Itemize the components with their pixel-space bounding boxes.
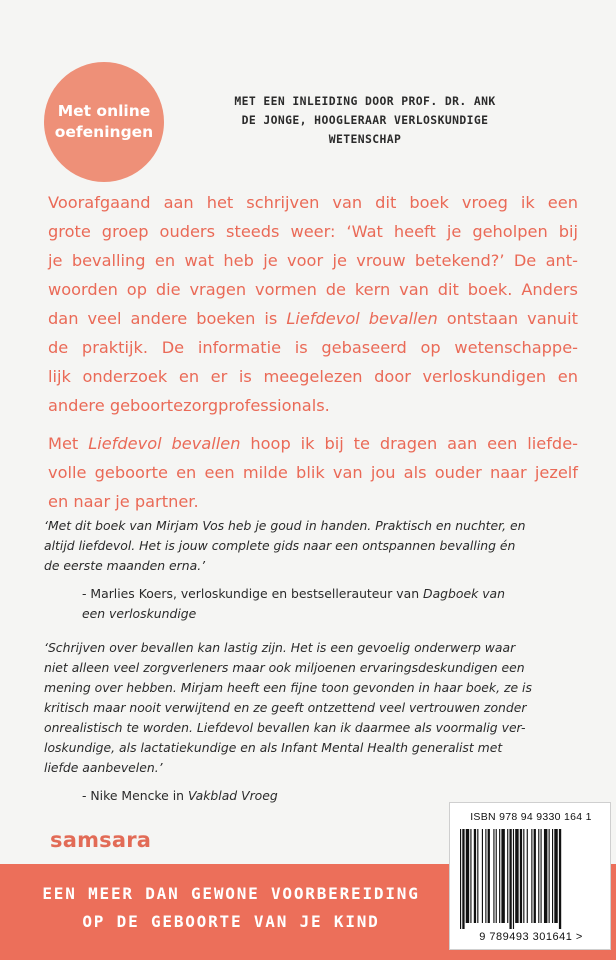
attribution-line [82, 584, 584, 604]
barcode-bar [482, 829, 483, 923]
barcode-bar [523, 829, 524, 923]
badge-line-2: oefeningen [54, 123, 154, 141]
barcode-bar [507, 829, 508, 923]
tagline-line-1: EEN MEER DAN GEWONE VOORBEREIDING [42, 884, 420, 903]
intro-line-3: WETENSCHAP [328, 132, 402, 146]
attribution-text: - Nike Mencke in [82, 788, 188, 803]
introduction-credit [200, 92, 530, 149]
barcode-bar [534, 829, 536, 923]
quote-line: kritisch maar nooit verwijtend en ze geeft ontzettend veel vertrouwen zonder [44, 700, 527, 715]
barcode-bar [474, 829, 476, 923]
blurb-text: dan veel andere boeken is [48, 309, 287, 328]
attribution-book-title: Dagboek van [423, 586, 505, 601]
barcode-bar [460, 829, 461, 929]
blurb-line [48, 304, 578, 333]
blurb-text: Met [48, 434, 89, 453]
barcode-bar [477, 829, 478, 923]
barcode-bar [515, 829, 518, 923]
barcode-bar [541, 829, 542, 923]
blurb-paragraph-1 [48, 188, 578, 420]
blurb-line [48, 429, 578, 458]
barcode-bar [538, 829, 539, 923]
isbn-label: ISBN 978 94 9330 164 1 [470, 811, 592, 823]
blurb-line: woorden op die vragen vormen de kern van dit boek. Anders [48, 280, 578, 299]
barcode-bar [485, 829, 486, 923]
blurb-paragraph-2 [48, 429, 578, 516]
barcode-bars [458, 829, 604, 929]
barcode-bar [513, 829, 514, 929]
publisher-logo: samsara [50, 828, 152, 852]
barcode-bar [493, 829, 494, 923]
quote-line: loskundige, als lactatiekundige en als Infant Mental Health generalist met [44, 740, 503, 755]
quote-line: niet alleen veel zorgverleners maar ook miljoenen ervaringsdeskundigen een [44, 660, 525, 675]
isbn-barcode [449, 802, 611, 950]
attribution-text: - Marlies Koers, verloskundige en bestsellerauteur van [82, 586, 424, 601]
quote-line: altijd liefdevol. Het is jouw complete gids naar een ontspannen bevalling én [44, 538, 516, 553]
blurb-line: lijk onderzoek en er is meegelezen door verloskundigen en [48, 367, 578, 386]
tagline [16, 880, 446, 936]
barcode-bar [466, 829, 469, 923]
barcode-bar [509, 829, 511, 929]
blurb-line: Voorafgaand aan het schrijven van dit boek vroeg ik een [48, 193, 578, 212]
quote-line: liefde aanbevelen.’ [44, 760, 163, 775]
attribution-magazine: Vakblad Vroeg [187, 788, 278, 803]
blurb-line: andere geboortezorgprofessionals. [48, 396, 330, 415]
barcode-bar [552, 829, 553, 923]
tagline-line-2: OP DE GEBOORTE VAN JE KIND [82, 912, 380, 931]
blurb-text: hoop ik bij te dragen aan een liefde- [240, 434, 578, 453]
blurb [48, 188, 578, 525]
barcode-bar [520, 829, 522, 923]
quote-line: onrealistisch te worden. Liefdevol bevallen kan ik daarmee als voormalig ver- [44, 720, 526, 735]
blurb-line: volle geboorte en een milde blik van jou als ouder naar jezelf [48, 463, 578, 482]
barcode-bar [549, 829, 550, 923]
quote-line: de eerste maanden erna.’ [44, 558, 206, 573]
barcode-bar [462, 829, 464, 929]
blurb-line: de praktijk. De informatie is gebaseerd op wetenschappe- [48, 338, 578, 357]
quote-marlies-koers [44, 516, 584, 624]
barcode-bar [527, 829, 528, 923]
barcode-bar [496, 829, 497, 923]
quote-line: ‘Schrijven over bevallen kan lastig zijn. Het is een gevoelig onderwerp waar [44, 640, 516, 655]
quote-line: ‘Met dit boek van Mirjam Vos heb je goud in handen. Praktisch en nuchter, en [44, 518, 526, 533]
book-title: Liefdevol bevallen [88, 434, 241, 453]
barcode-bar [559, 829, 561, 929]
barcode-bar [544, 829, 547, 923]
blurb-line: je bevalling en wat heb je voor je vrouw betekend?’ De ant- [48, 251, 578, 270]
barcode-bar [499, 829, 500, 923]
barcode-digits: 9 789493 301641 > [479, 931, 583, 943]
intro-line-1: MET EEN INLEIDING DOOR PROF. DR. ANK [234, 94, 496, 108]
attribution-book-title: een verloskundige [82, 606, 197, 621]
barcode-bar [488, 829, 490, 923]
blurb-line: en naar je partner. [48, 492, 199, 511]
online-exercises-badge [44, 62, 164, 182]
badge-line-1: Met online [57, 102, 151, 120]
blurb-text: ontstaan vanuit [437, 309, 579, 328]
barcode-bar [470, 829, 471, 923]
book-title: Liefdevol bevallen [286, 309, 438, 328]
quote-nike-mencke [44, 638, 584, 806]
barcode-bar [554, 829, 557, 923]
quote-text [44, 638, 584, 778]
barcode-bar [531, 829, 532, 923]
quote-attribution [82, 584, 584, 624]
barcode-bar [501, 829, 504, 923]
quote-text [44, 516, 584, 576]
quote-line: mening over hebben. Mirjam heeft een fijne toon gevonden in haar boek, ze is [44, 680, 532, 695]
intro-line-2: DE JONGE, HOOGLERAAR VERLOSKUNDIGE [241, 113, 489, 127]
blurb-line: grote groep ouders steeds weer: ‘Wat heeft je geholpen bij [48, 222, 578, 241]
